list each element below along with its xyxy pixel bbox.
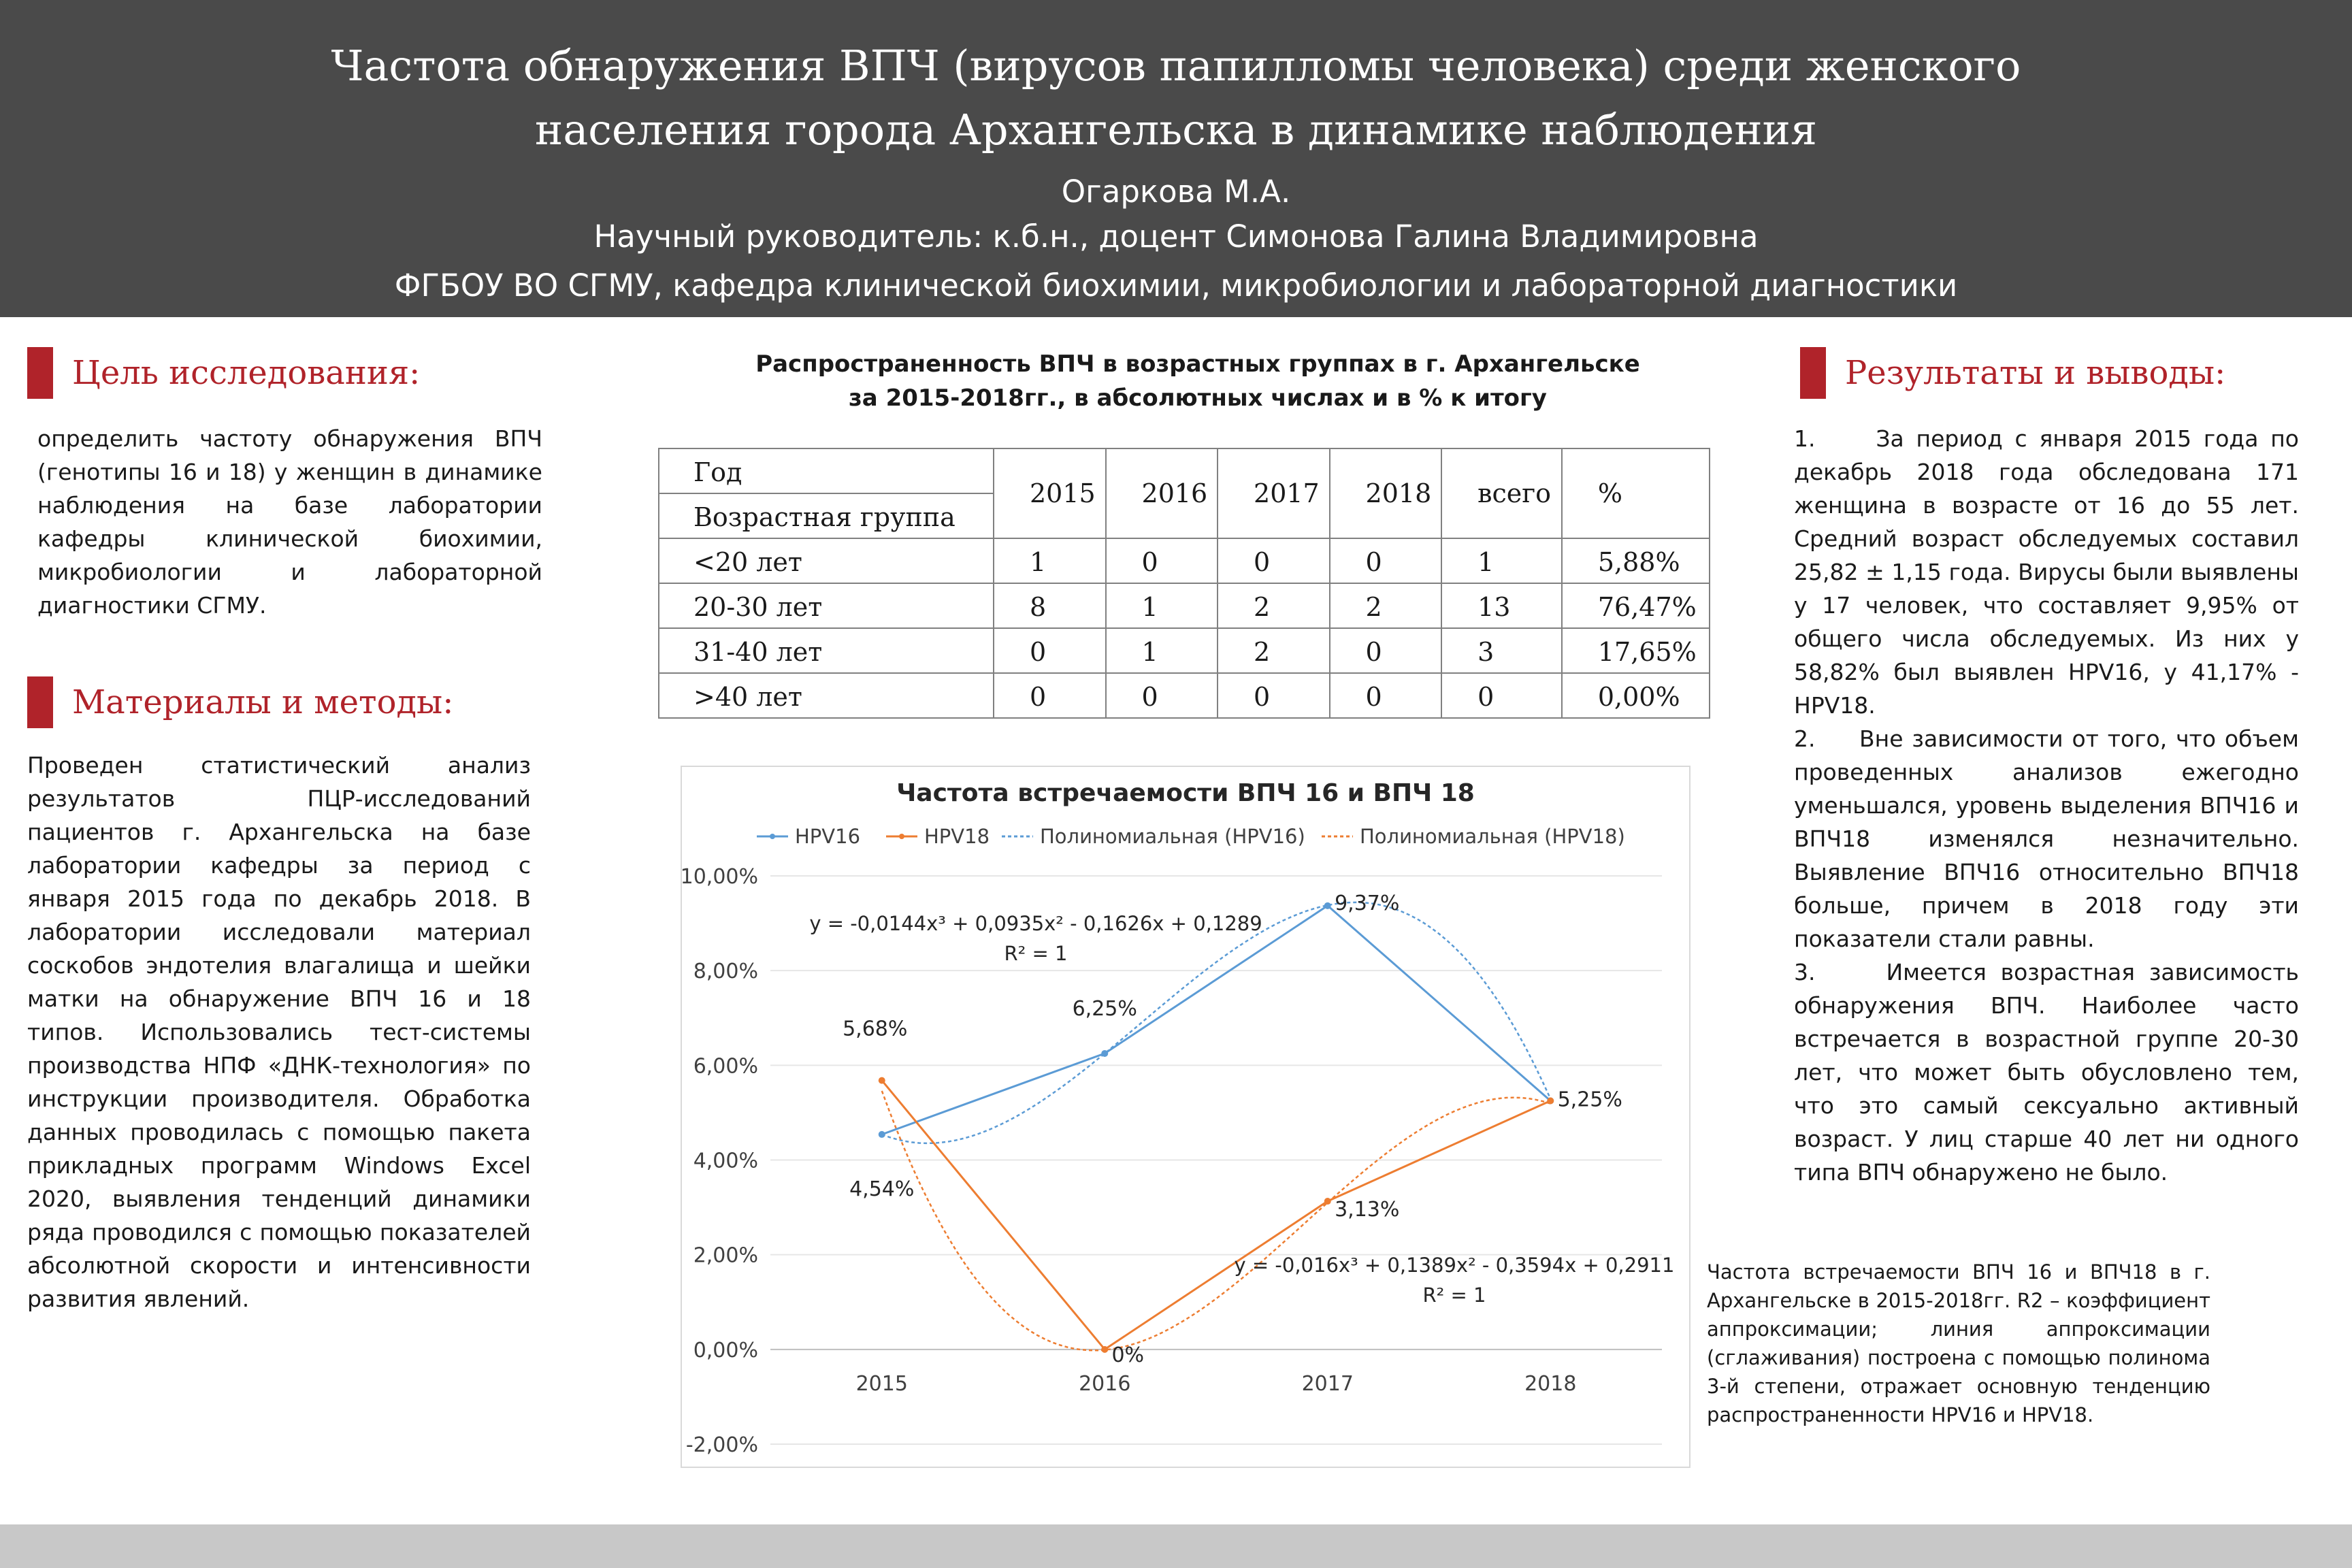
table-title-line-2: за 2015-2018гг., в абсолютных числах и в % к итогу <box>849 385 1547 412</box>
results-heading <box>1800 346 2225 400</box>
chart-caption: Частота встречаемости ВПЧ 16 и ВПЧ18 в г. Архангельске в 2015-2018гг. R2 – коэффициент аппроксимации; линия аппроксимации (сглаживания) построена с помощью полинома 3-й степени, отражает основную тенденцию распространенности HPV16 и HPV18. <box>1707 1260 2210 1426</box>
data-label: 9,37% <box>1335 891 1400 915</box>
table-header-row <box>659 448 1710 493</box>
x-tick-label: 2015 <box>855 1371 908 1396</box>
data-point <box>1101 1050 1108 1057</box>
accent-bar <box>27 676 53 728</box>
result-item: 2. Вне зависимости от того, что объем проведенных анализов ежегодно уменьшался, уровень выделения ВПЧ16 и ВПЧ18 изменялся незначительно. Выявление ВПЧ16 относительно ВПЧ18 больше, причем в 2018 году эти показатели стали равны. <box>1794 725 2299 952</box>
table-row <box>659 673 1710 718</box>
cell: 0 <box>1330 628 1442 673</box>
row-group: >40 лет <box>659 673 994 718</box>
hpv-line-chart <box>682 767 1689 1467</box>
row-group: 31-40 лет <box>659 628 994 673</box>
cell: 1 <box>1441 538 1562 583</box>
column-header: 2016 <box>1106 448 1218 538</box>
column-header: всего <box>1441 448 1562 538</box>
row-group: <20 лет <box>659 538 994 583</box>
cell: 5,88% <box>1562 538 1710 583</box>
goal-heading-text: Цель исследования: <box>72 354 421 392</box>
accent-bar <box>27 347 53 399</box>
data-label: 5,25% <box>1557 1088 1622 1112</box>
header-age-group: Возрастная группа <box>659 493 994 538</box>
cell: 1 <box>1106 628 1218 673</box>
chart-title: Частота встречаемости ВПЧ 16 и ВПЧ 18 <box>896 779 1475 807</box>
results-heading-text: Результаты и выводы: <box>1845 354 2226 392</box>
y-tick-label: 10,00% <box>682 865 758 889</box>
legend-label: HPV16 <box>795 825 861 848</box>
advisor: Научный руководитель: к.б.н., доцент Симонова Галина Владимировна <box>593 218 1759 255</box>
hpv-age-table <box>658 448 1710 719</box>
x-axis-ticks <box>856 1372 1577 1396</box>
cell: 8 <box>994 583 1106 628</box>
cell: 13 <box>1441 583 1562 628</box>
column-header: 2018 <box>1330 448 1442 538</box>
cell: 17,65% <box>1562 628 1710 673</box>
trend-r2: R² = 1 <box>1004 942 1068 965</box>
data-point <box>1324 1198 1331 1205</box>
y-tick-label: 2,00% <box>693 1243 758 1268</box>
accent-bar <box>1800 347 1826 399</box>
data-label: 5,68% <box>843 1017 908 1041</box>
cell: 0 <box>1441 673 1562 718</box>
cell: 0 <box>1106 673 1218 718</box>
cell: 2 <box>1218 583 1330 628</box>
series-line <box>882 906 1551 1134</box>
footer-bar <box>0 1524 2352 1568</box>
cell: 0 <box>994 673 1106 718</box>
chart-legend <box>757 825 1625 848</box>
data-label: 4,54% <box>849 1177 915 1201</box>
result-item: 1. За период с января 2015 года по декабрь 2018 года обследована 171 женщина в возрасте от 16 до 55 лет. Средний возраст обследуемых составил 25,82 ± 1,15 года. Вирусы были выявлены у 17 человек, что составляет 9,95% от общего числа обследуемых. Из них у 58,82% был выявлен HPV16, у 41,17% - HPV18. <box>1794 425 2299 719</box>
data-point <box>879 1077 885 1084</box>
trend-equation: y = -0,016x³ + 0,1389x² - 0,3594x + 0,2911 <box>1234 1254 1675 1277</box>
data-point <box>1547 1098 1554 1105</box>
table-row <box>659 583 1710 628</box>
trend-r2: R² = 1 <box>1422 1284 1486 1307</box>
trendline <box>882 1091 1551 1350</box>
methods-text: Проведен статистический анализ результатов ПЦР-исследований пациентов г. Архангельска на базе лаборатории кафедры за период с января 2015 года по декабрь 2018. В лаборатории исследовали материал соскобов эндотелия влагалища и шейки матки на обнаружение ВПЧ 16 и 18 типов. Использовались тест-системы производства НПФ «ДНК-технология» по инструкции производителя. Обработка данных проводилась с помощью пакета прикладных программ Windows Excel 2020, выявления тенденций динамики ряда проводился с помощью показателей абсолютной скорости и интенсивности развития явлений. <box>27 752 531 1312</box>
data-point <box>1324 902 1331 909</box>
y-tick-label: -2,00% <box>685 1433 758 1457</box>
methods-heading <box>27 675 453 730</box>
cell: 0,00% <box>1562 673 1710 718</box>
table-row <box>659 538 1710 583</box>
table-title <box>653 347 1742 415</box>
y-tick-label: 8,00% <box>693 960 758 984</box>
cell: 76,47% <box>1562 583 1710 628</box>
cell: 0 <box>1330 673 1442 718</box>
data-labels <box>843 892 1622 1367</box>
data-label: 6,25% <box>1072 996 1137 1021</box>
x-tick-label: 2016 <box>1079 1371 1131 1396</box>
result-item: 3. Имеется возрастная зависимость обнаружения ВПЧ. Наиболее часто встречается в возрастной группе 20-30 лет, что может быть обусловлено тем, что это самый сексуально активный возраст. У лиц старше 40 лет ни одного типа ВПЧ обнаружено не было. <box>1794 959 2299 1186</box>
row-group: 20-30 лет <box>659 583 994 628</box>
column-header: % <box>1562 448 1710 538</box>
cell: 0 <box>1218 538 1330 583</box>
cell: 0 <box>1218 673 1330 718</box>
trendline <box>882 902 1551 1143</box>
poster-header <box>0 0 2352 317</box>
data-label: 0% <box>1111 1343 1145 1367</box>
column-header: 2017 <box>1218 448 1330 538</box>
x-tick-label: 2017 <box>1301 1371 1354 1396</box>
legend-label: HPV18 <box>924 825 990 848</box>
x-tick-label: 2018 <box>1524 1371 1577 1396</box>
methods-heading-text: Материалы и методы: <box>72 683 454 721</box>
author: Огаркова М.А. <box>1061 174 1291 210</box>
cell: 0 <box>1330 538 1442 583</box>
table-title-line-1: Распространенность ВПЧ в возрастных группах в г. Архангельске <box>755 350 1640 378</box>
table-row <box>659 628 1710 673</box>
y-tick-label: 4,00% <box>693 1149 758 1173</box>
cell: 1 <box>994 538 1106 583</box>
data-point <box>1101 1346 1108 1353</box>
cell: 1 <box>1106 583 1218 628</box>
header-year: Год <box>659 448 994 493</box>
cell: 0 <box>994 628 1106 673</box>
legend-label: Полиномиальная (HPV18) <box>1360 825 1625 848</box>
y-tick-label: 6,00% <box>693 1054 758 1079</box>
legend-marker <box>899 834 904 839</box>
chart-container <box>681 766 1690 1468</box>
organization: ФГБОУ ВО СГМУ, кафедра клинической биохимии, микробиологии и лабораторной диагностики <box>394 267 1958 304</box>
cell: 2 <box>1218 628 1330 673</box>
y-axis-ticks <box>682 865 758 1457</box>
column-header: 2015 <box>994 448 1106 538</box>
legend-marker <box>770 834 775 839</box>
cell: 3 <box>1441 628 1562 673</box>
results-list <box>1794 422 2299 1189</box>
series-line <box>882 1081 1551 1350</box>
poster-title-line-1: Частота обнаружения ВПЧ (вирусов папилломы человека) среди женского <box>331 41 2021 91</box>
cell: 2 <box>1330 583 1442 628</box>
y-tick-label: 0,00% <box>693 1338 758 1362</box>
poster-title-line-2: населения города Архангельска в динамике наблюдения <box>535 105 1817 154</box>
data-label: 3,13% <box>1335 1198 1400 1222</box>
cell: 0 <box>1106 538 1218 583</box>
trend-equation: y = -0,0144x³ + 0,0935x² - 0,1626x + 0,1289 <box>809 912 1262 935</box>
goal-text: определить частоту обнаружения ВПЧ (генотипы 16 и 18) у женщин в динамике наблюдения на базе лаборатории кафедры клинической биохимии, микробиологии и лабораторной диагностики СГМУ. <box>37 425 542 619</box>
data-point <box>879 1131 885 1138</box>
legend-label: Полиномиальная (HPV16) <box>1040 825 1305 848</box>
goal-heading <box>27 346 420 400</box>
